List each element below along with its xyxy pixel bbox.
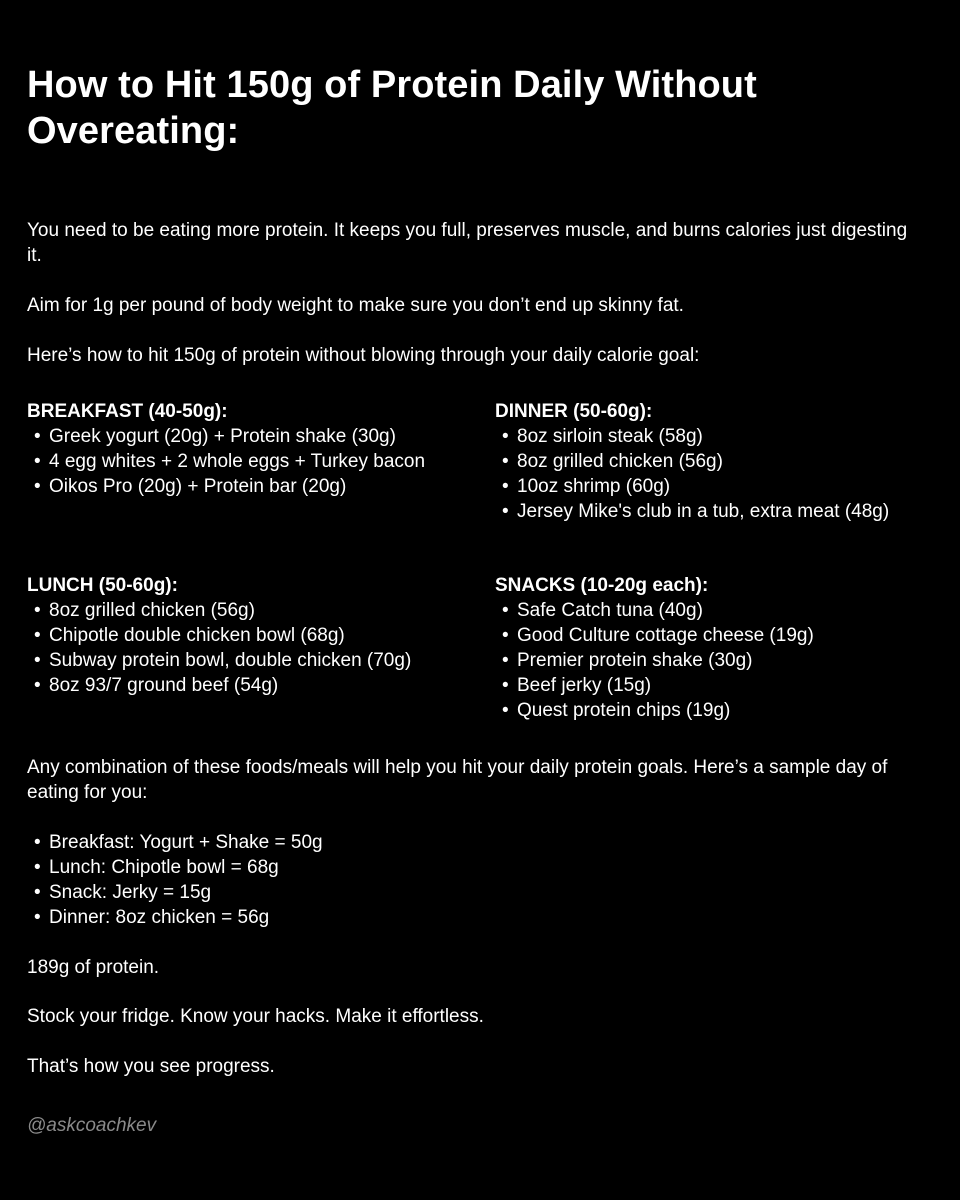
bullet-icon: • — [502, 426, 509, 447]
bullet-icon: • — [502, 600, 509, 621]
list-item — [27, 673, 487, 698]
bullet-icon: • — [502, 650, 509, 671]
list-item — [27, 623, 487, 648]
lunch-section — [27, 573, 487, 698]
list-item — [495, 598, 955, 623]
list-item — [27, 880, 627, 905]
bullet-icon: • — [502, 700, 509, 721]
list-item — [27, 449, 487, 474]
author-handle: @askcoachkev — [27, 1115, 157, 1136]
bullet-icon: • — [34, 882, 41, 903]
list-item-text: Greek yogurt (20g) + Protein shake (30g) — [49, 426, 396, 447]
list-item-text: Beef jerky (15g) — [517, 675, 652, 696]
post-page — [27, 0, 937, 1200]
list-item-text: Good Culture cottage cheese (19g) — [517, 625, 814, 646]
bullet-icon: • — [34, 832, 41, 853]
list-item-text: 10oz shrimp (60g) — [517, 476, 671, 497]
list-item-text: Jersey Mike's club in a tub, extra meat (48g) — [517, 501, 890, 522]
dinner-list — [495, 424, 955, 524]
list-item — [495, 648, 955, 673]
list-item-text: 8oz 93/7 ground beef (54g) — [49, 675, 279, 696]
bullet-icon: • — [34, 857, 41, 878]
list-item-text: 4 egg whites + 2 whole eggs + Turkey bacon — [49, 451, 426, 472]
dinner-section — [495, 399, 955, 524]
bullet-icon: • — [34, 476, 41, 497]
bullet-icon: • — [502, 501, 509, 522]
list-item — [495, 623, 955, 648]
breakfast-heading: BREAKFAST (40-50g): — [27, 401, 228, 422]
list-item-text: 8oz sirloin steak (58g) — [517, 426, 703, 447]
lunch-heading: LUNCH (50-60g): — [27, 575, 178, 596]
snacks-list — [495, 598, 955, 723]
bullet-icon: • — [502, 451, 509, 472]
bullet-icon: • — [34, 650, 41, 671]
dinner-heading: DINNER (50-60g): — [495, 401, 653, 422]
bullet-icon: • — [34, 907, 41, 928]
closing-text: That’s how you see progress. — [27, 1056, 275, 1077]
snacks-heading: SNACKS (10-20g each): — [495, 575, 709, 596]
lunch-list — [27, 598, 487, 698]
list-item — [495, 499, 955, 524]
list-item-text: Chipotle double chicken bowl (68g) — [49, 625, 345, 646]
list-item-text: Subway protein bowl, double chicken (70g) — [49, 650, 412, 671]
tagline-text: Stock your fridge. Know your hacks. Make it effortless. — [27, 1006, 484, 1027]
list-item-text: Snack: Jerky = 15g — [49, 882, 212, 903]
breakfast-list — [27, 424, 487, 499]
list-item — [495, 474, 955, 499]
list-item-text: 8oz grilled chicken (56g) — [49, 600, 255, 621]
list-item — [27, 855, 627, 880]
snacks-section — [495, 573, 955, 723]
list-item — [27, 474, 487, 499]
intro-paragraph-1: You need to be eating more protein. It keeps you full, preserves muscle, and burns calories just digesting it. — [27, 220, 908, 266]
list-item — [27, 598, 487, 623]
list-item — [27, 648, 487, 673]
list-item-text: Oikos Pro (20g) + Protein bar (20g) — [49, 476, 347, 497]
sample-day-section — [27, 830, 627, 930]
list-item — [495, 673, 955, 698]
list-item-text: Premier protein shake (30g) — [517, 650, 753, 671]
bullet-icon: • — [34, 625, 41, 646]
list-item-text: Safe Catch tuna (40g) — [517, 600, 703, 621]
list-item-text: Breakfast: Yogurt + Shake = 50g — [49, 832, 323, 853]
list-item — [27, 424, 487, 449]
bullet-icon: • — [34, 600, 41, 621]
intro-paragraph-3: Here’s how to hit 150g of protein without blowing through your daily calorie goal: — [27, 345, 700, 366]
list-item-text: Quest protein chips (19g) — [517, 700, 731, 721]
list-item — [495, 698, 955, 723]
combination-paragraph: Any combination of these foods/meals will help you hit your daily protein goals. Here’s a sample day of eating for you: — [27, 757, 888, 803]
list-item — [27, 830, 627, 855]
total-text: 189g of protein. — [27, 957, 160, 978]
list-item-text: Dinner: 8oz chicken = 56g — [49, 907, 270, 928]
page-title: How to Hit 150g of Protein Daily Without Overeating: — [27, 64, 757, 152]
bullet-icon: • — [502, 476, 509, 497]
list-item-text: 8oz grilled chicken (56g) — [517, 451, 723, 472]
breakfast-section — [27, 399, 487, 499]
list-item-text: Lunch: Chipotle bowl = 68g — [49, 857, 279, 878]
bullet-icon: • — [34, 426, 41, 447]
list-item — [27, 905, 627, 930]
sample-day-list — [27, 830, 627, 930]
bullet-icon: • — [502, 625, 509, 646]
list-item — [495, 424, 955, 449]
bullet-icon: • — [502, 675, 509, 696]
intro-paragraph-2: Aim for 1g per pound of body weight to make sure you don’t end up skinny fat. — [27, 295, 684, 316]
list-item — [495, 449, 955, 474]
bullet-icon: • — [34, 675, 41, 696]
bullet-icon: • — [34, 451, 41, 472]
